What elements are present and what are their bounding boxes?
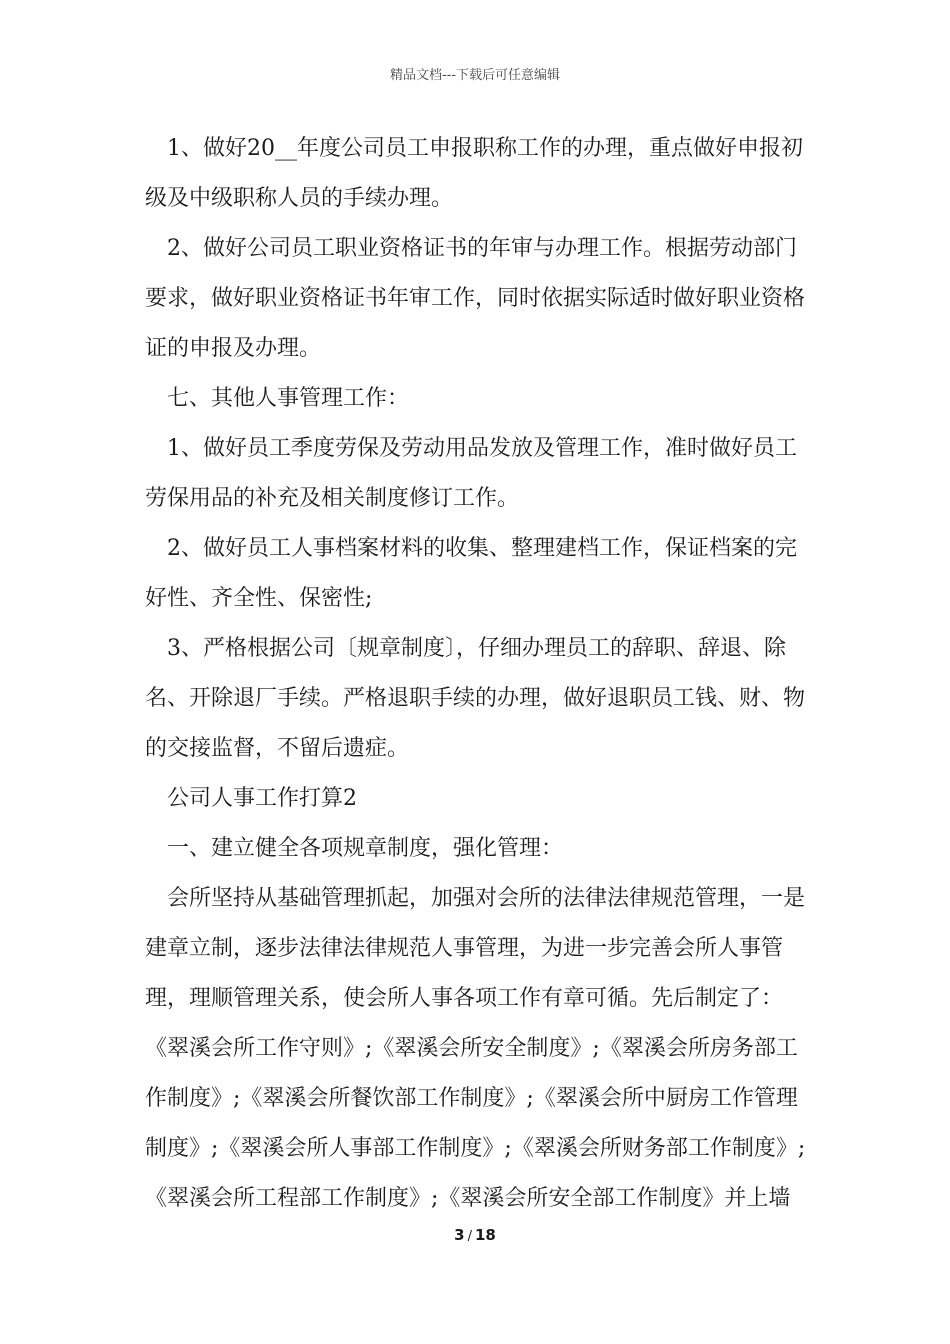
paragraph: 3、严格根据公司〔规章制度〕，仔细办理员工的辞职、辞退、除名、开除退厂手续。严格退职手续的办理，做好退职员工钱、财、物的交接监督，不留后遗症。 <box>145 636 806 761</box>
paragraph: 1、做好员工季度劳保及劳动用品发放及管理工作，准时做好员工劳保用品的补充及相关制度修订工作。 <box>145 436 797 511</box>
page-header: 精品文档---下载后可任意编辑 <box>389 68 561 83</box>
paragraph: 会所坚持从基础管理抓起，加强对会所的法律法律规范管理，一是建章立制，逐步法律法律规范人事管理，为进一步完善会所人事管理，理顺管理关系，使会所人事各项工作有章可循。先后制定了：《翠溪会所工作守则》;《翠溪会所安全制度》;《翠溪会所房务部工作制度》;《翠溪会所餐饮部工作制度》;《翠溪会所中厨房工作管理制度》;《翠溪会所人事部工作制度》;《翠溪会所财务部工作制度》;《翠溪会所工程部工作制度》;《翠溪会所安全部工作制度》并上墙 <box>145 886 806 1211</box>
page-separator: / <box>467 1229 472 1244</box>
paragraph: 2、做好公司员工职业资格证书的年审与办理工作。根据劳动部门要求，做好职业资格证书年审工作，同时依据实际适时做好职业资格证的申报及办理。 <box>145 236 806 361</box>
page-number <box>0 1226 950 1244</box>
paragraph: 2、做好员工人事档案材料的收集、整理建档工作，保证档案的完好性、齐全性、保密性; <box>145 536 797 611</box>
total-pages: 18 <box>474 1226 496 1244</box>
paragraph: 1、做好20__年度公司员工申报职称工作的办理，重点做好申报初级及中级职称人员的手续办理。 <box>145 136 803 211</box>
section-heading: 一、建立健全各项规章制度，强化管理： <box>167 836 564 861</box>
document-title: 公司人事工作打算2 <box>167 786 357 811</box>
document-body <box>145 124 813 1224</box>
section-heading: 七、其他人事管理工作： <box>167 386 410 411</box>
current-page: 3 <box>454 1226 465 1244</box>
